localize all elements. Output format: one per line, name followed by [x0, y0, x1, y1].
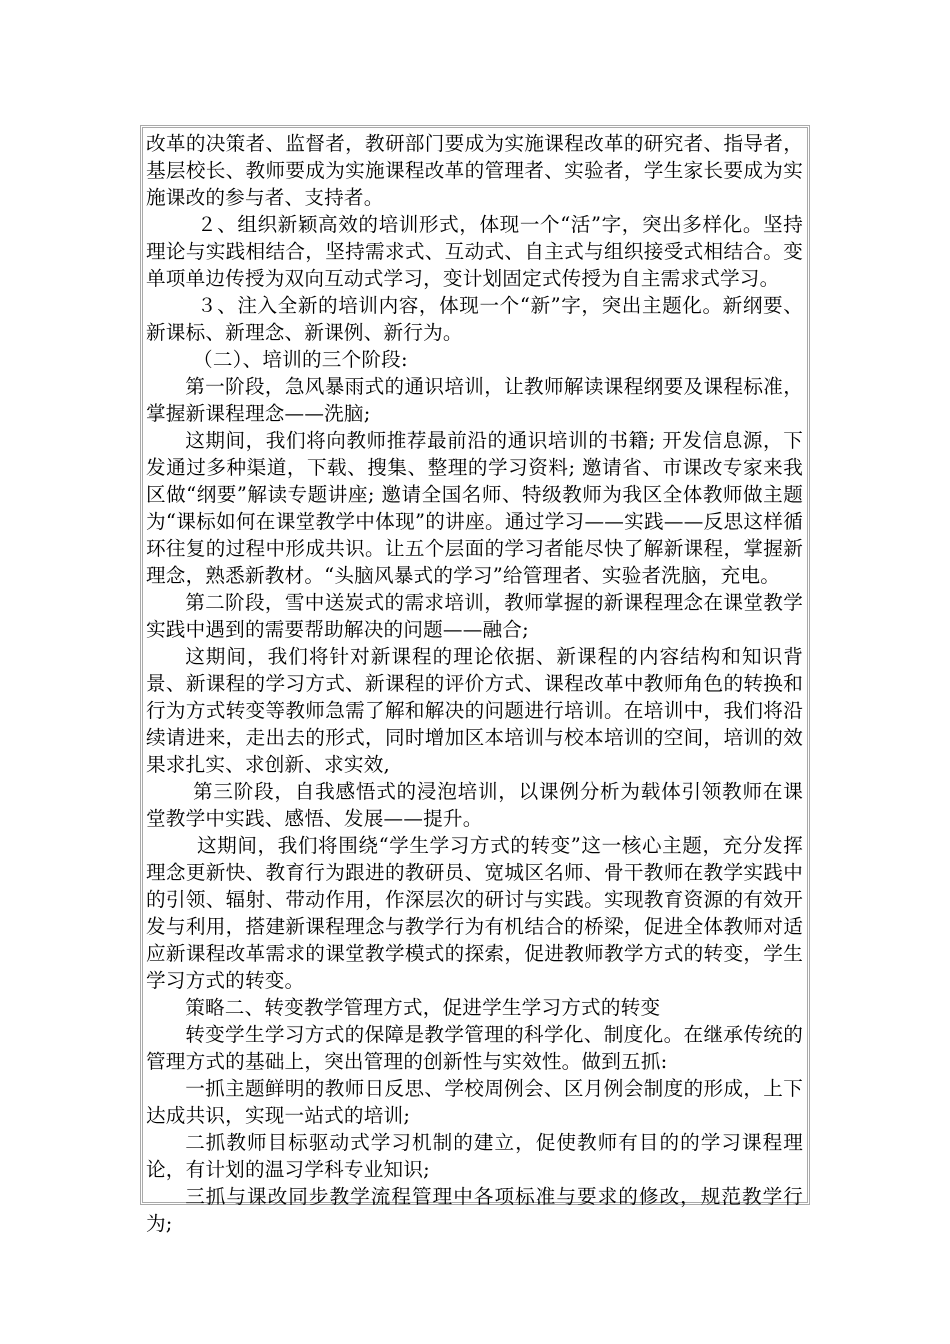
paragraph-training-content: ３、注入全新的培训内容，体现一个“新”字，突出主题化。新纲要、新课标、新理念、新课例、新行为。: [146, 294, 803, 344]
paragraph-management-guarantee: 转变学生学习方式的保障是教学管理的科学化、制度化。在继承传统的管理方式的基础上，突出管理的创新性与实效性。做到五抓:: [146, 1023, 803, 1073]
paragraph-stage-two: 第二阶段，雪中送炭式的需求培训，教师掌握的新课程理念在课堂教学实践中遇到的需要帮助解决的问题——融合;: [146, 591, 803, 641]
paragraph-stage-three-detail: 这期间，我们将围绕“学生学习方式的转变”这一核心主题，充分发挥理念更新快、教育行为跟进的教研员、宽城区名师、骨干教师在教学实践中的引领、辐射、带动作用，作深层次的研讨与实践。实现教育资源的有效开发与利用，搭建新课程理念与教学行为有机结合的桥梁，促进全体教师对适应新课程改革需求的课堂教学模式的探索，促进教师教学方式的转变，学生学习方式的转变。: [146, 834, 803, 992]
section-heading-strategy-two: 策略二、转变教学管理方式，促进学生学习方式的转变: [185, 996, 661, 1019]
paragraph-stage-three: 第三阶段，自我感悟式的浸泡培训，以课例分析为载体引领教师在课堂教学中实践、感悟、发展——提升。: [146, 780, 803, 830]
paragraph-stage-one: 第一阶段，急风暴雨式的通识培训，让教师解读课程纲要及课程标准，掌握新课程理念——洗脑;: [146, 375, 803, 425]
paragraph-reform-roles: 改革的决策者、监督者，教研部门要成为实施课程改革的研究者、指导者，基层校长、教师要成为实施课程改革的管理者、实验者，学生家长要成为实施课改的参与者、支持者。: [146, 132, 803, 209]
paragraph-stage-two-detail: 这期间，我们将针对新课程的理论依据、新课程的内容结构和知识背景、新课程的学习方式、新课程的评价方式、课程改革中教师角色的转换和行为方式转变等教师急需了解和解决的问题进行培训。在培训中，我们将沿续请进来，走出去的形式，同时增加区本培训与校本培训的空间，培训的效果求扎实、求创新、求实效,: [146, 645, 803, 776]
paragraph-training-form: ２、组织新颖高效的培训形式，体现一个“活”字，突出多样化。坚持理论与实践相结合，坚持需求式、互动式、自主式与组织接受式相结合。变单项单边传授为双向互动式学习，变计划固定式传授为自主需求式学习。: [146, 213, 803, 290]
paragraph-grasp-two: 二抓教师目标驱动式学习机制的建立，促使教师有目的的学习课程理论，有计划的温习学科专业知识;: [146, 1131, 803, 1181]
paragraph-stage-one-detail: 这期间，我们将向教师推荐最前沿的通识培训的书籍; 开发信息源，下发通过多种渠道，下载、搜集、整理的学习资料; 邀请省、市课改专家来我区做“纲要”解读专题讲座; 邀请全国名师、特级教师为我区全体教师做主题为“课标如何在课堂教学中体现”的讲座。通过学习——实践——反思这样循环往复的过程中形成共识。让五个层面的学习者能尽快了解新课程，掌握新理念，熟悉新教材。“头脑风暴式的学习”给管理者、实验者洗脑，充电。: [146, 429, 803, 587]
document-page: [140, 125, 810, 1235]
paragraph-grasp-three: 三抓与课改同步教学流程管理中各项标准与要求的修改，规范教学行为;: [146, 1185, 803, 1235]
paragraph-grasp-one: 一抓主题鲜明的教师日反思、学校周例会、区月例会制度的形成，上下达成共识，实现一站式的培训;: [146, 1077, 803, 1127]
section-heading-three-stages: （二）、培训的三个阶段:: [193, 348, 408, 371]
